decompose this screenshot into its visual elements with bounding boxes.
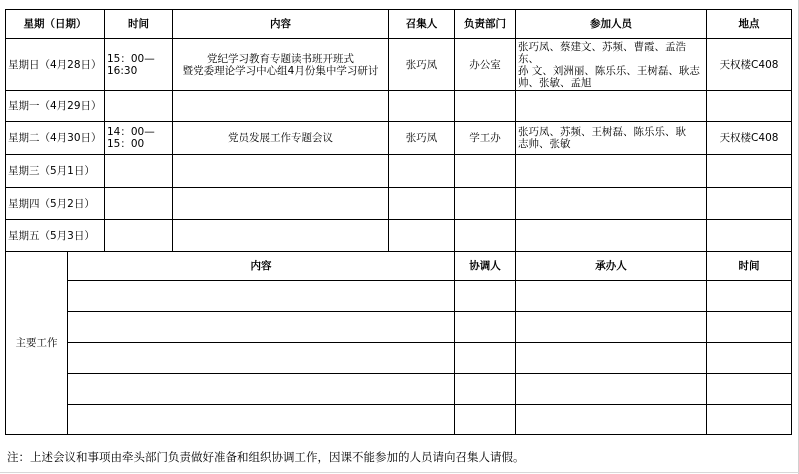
main-work-row: [6, 281, 792, 312]
convener-cell[interactable]: [389, 220, 455, 252]
main-work-content-cell[interactable]: [68, 312, 455, 343]
time-cell[interactable]: 15：00—16:30: [105, 39, 173, 91]
department-cell[interactable]: [455, 188, 516, 220]
header-department[interactable]: 负责部门: [455, 10, 516, 39]
weekly-schedule-table: [5, 9, 792, 435]
sheet-row-gridline: [0, 472, 799, 473]
main-work-header-row: [6, 252, 792, 281]
header-attendees[interactable]: 参加人员: [516, 10, 707, 39]
location-cell[interactable]: 天权楼C408: [707, 39, 792, 91]
day-cell[interactable]: 星期五（5月3日）: [6, 220, 105, 252]
header-time[interactable]: 时间: [105, 10, 173, 39]
main-work-content-cell[interactable]: [68, 405, 455, 435]
department-cell[interactable]: [455, 91, 516, 122]
attendees-line: 帅、张敏、孟旭: [518, 76, 592, 89]
main-work-undertaker-cell[interactable]: [516, 374, 707, 405]
main-work-label[interactable]: 主要工作: [6, 252, 68, 435]
main-work-undertaker-cell[interactable]: [516, 405, 707, 435]
content-line: 党员发展工作专题会议: [228, 132, 333, 144]
content-line: 党纪学习教育专题读书班开班式: [207, 52, 354, 65]
content-cell[interactable]: [173, 155, 389, 188]
header-content[interactable]: 内容: [173, 10, 389, 39]
schedule-header-row: [6, 10, 792, 39]
attendees-line: 张巧凤、苏频、王树磊、陈乐乐、耿: [518, 126, 686, 138]
content-cell[interactable]: [173, 39, 389, 91]
table-row: [6, 122, 792, 155]
convener-cell[interactable]: [389, 188, 455, 220]
attendees-line: 张巧凤、蔡建文、苏频、曹霞、孟浩东、: [518, 40, 686, 65]
time-cell[interactable]: 14：00—15：00: [105, 122, 173, 155]
attendees-line: 孙 文、刘洲丽、陈乐乐、王树磊、耿志: [518, 64, 700, 77]
table-row: [6, 39, 792, 91]
main-work-time-cell[interactable]: [707, 374, 792, 405]
header-weekday[interactable]: 星期（日期）: [6, 10, 105, 39]
day-cell[interactable]: 星期一（4月29日）: [6, 91, 105, 122]
main-work-coordinator-cell[interactable]: [455, 281, 516, 312]
header-convener[interactable]: 召集人: [389, 10, 455, 39]
main-work-content-cell[interactable]: [68, 374, 455, 405]
header-location[interactable]: 地点: [707, 10, 792, 39]
main-work-coordinator-cell[interactable]: [455, 343, 516, 374]
main-work-header-time[interactable]: 时间: [707, 252, 792, 281]
main-work-row: [6, 343, 792, 374]
location-cell[interactable]: [707, 155, 792, 188]
table-row: [6, 91, 792, 122]
convener-cell[interactable]: [389, 91, 455, 122]
main-work-time-cell[interactable]: [707, 312, 792, 343]
day-cell[interactable]: 星期三（5月1日）: [6, 155, 105, 188]
main-work-undertaker-cell[interactable]: [516, 281, 707, 312]
main-work-header-coordinator[interactable]: 协调人: [455, 252, 516, 281]
department-cell[interactable]: [455, 220, 516, 252]
location-cell[interactable]: 天权楼C408: [707, 122, 792, 155]
main-work-undertaker-cell[interactable]: [516, 312, 707, 343]
attendees-cell[interactable]: [516, 122, 707, 155]
attendees-cell[interactable]: [516, 220, 707, 252]
attendees-cell[interactable]: [516, 188, 707, 220]
main-work-coordinator-cell[interactable]: [455, 405, 516, 435]
table-row: [6, 155, 792, 188]
convener-cell[interactable]: 张巧凤: [389, 122, 455, 155]
main-work-time-cell[interactable]: [707, 405, 792, 435]
main-work-row: [6, 374, 792, 405]
convener-cell[interactable]: 张巧凤: [389, 39, 455, 91]
main-work-coordinator-cell[interactable]: [455, 374, 516, 405]
main-work-content-cell[interactable]: [68, 281, 455, 312]
location-cell[interactable]: [707, 91, 792, 122]
department-cell[interactable]: 办公室: [455, 39, 516, 91]
day-cell[interactable]: 星期日（4月28日）: [6, 39, 105, 91]
attendees-cell[interactable]: [516, 91, 707, 122]
main-work-header-content[interactable]: 内容: [68, 252, 455, 281]
attendees-line: 志帅、张敏: [518, 138, 571, 150]
content-cell[interactable]: [173, 91, 389, 122]
attendees-cell[interactable]: [516, 155, 707, 188]
content-cell[interactable]: [173, 188, 389, 220]
department-cell[interactable]: 学工办: [455, 122, 516, 155]
attendees-cell[interactable]: [516, 39, 707, 91]
main-work-header-undertaker[interactable]: 承办人: [516, 252, 707, 281]
time-cell[interactable]: [105, 91, 173, 122]
day-cell[interactable]: 星期二（4月30日）: [6, 122, 105, 155]
main-work-content-cell[interactable]: [68, 343, 455, 374]
footer-note: 注：上述会议和事项由牵头部门负责做好准备和组织协调工作，因课不能参加的人员请向召集人请假。: [7, 450, 525, 464]
time-cell[interactable]: [105, 220, 173, 252]
day-cell[interactable]: 星期四（5月2日）: [6, 188, 105, 220]
table-row: [6, 188, 792, 220]
main-work-time-cell[interactable]: [707, 343, 792, 374]
content-cell[interactable]: [173, 122, 389, 155]
content-line: 暨党委理论学习中心组4月份集中学习研讨: [182, 64, 379, 77]
table-row: [6, 220, 792, 252]
main-work-row: [6, 312, 792, 343]
convener-cell[interactable]: [389, 155, 455, 188]
location-cell[interactable]: [707, 188, 792, 220]
department-cell[interactable]: [455, 155, 516, 188]
time-cell[interactable]: [105, 155, 173, 188]
main-work-coordinator-cell[interactable]: [455, 312, 516, 343]
location-cell[interactable]: [707, 220, 792, 252]
content-cell[interactable]: [173, 220, 389, 252]
main-work-time-cell[interactable]: [707, 281, 792, 312]
main-work-row: [6, 405, 792, 435]
time-cell[interactable]: [105, 188, 173, 220]
main-work-undertaker-cell[interactable]: [516, 343, 707, 374]
